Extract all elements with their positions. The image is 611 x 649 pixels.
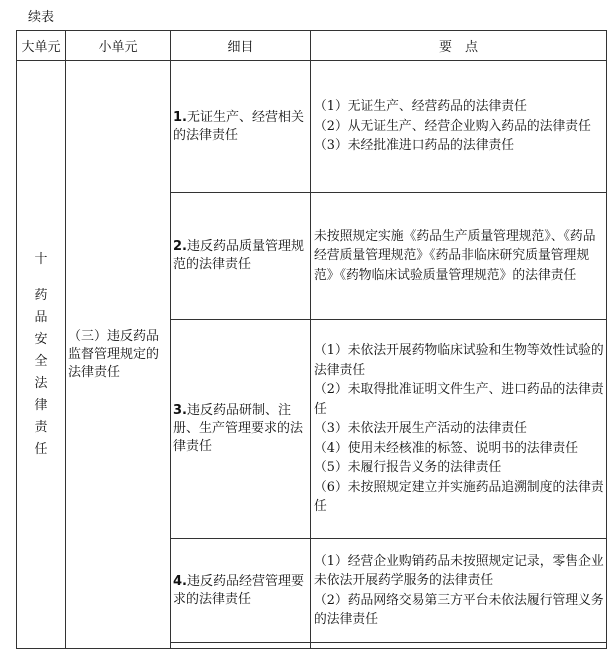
- detail-cell: [171, 320, 311, 539]
- continued-label: 续表: [28, 10, 55, 25]
- detail-number: 2.: [173, 239, 187, 254]
- point-line: （3）未依法开展生产活动的法律责任: [314, 421, 527, 437]
- point-line: （3）未经批准进口药品的法律责任: [314, 138, 515, 154]
- point-line: （1）无证生产、经营药品的法律责任: [314, 99, 527, 115]
- big-unit-char: 品: [34, 309, 48, 325]
- point-line: （2）未取得批准证明文件生产、进口药品的法律责任: [314, 382, 604, 417]
- points-cell-partial: [311, 643, 607, 649]
- header-subunit: 小单元: [66, 31, 171, 61]
- detail-text: 违反药品经营管理要求的法律责任: [173, 573, 304, 607]
- big-unit-char: 全: [34, 353, 48, 369]
- big-unit-char: 律: [34, 397, 48, 413]
- detail-number: 4.: [173, 573, 187, 589]
- detail-cell: [171, 193, 311, 320]
- detail-cell: [171, 61, 311, 193]
- detail-text: 违反药品质量管理规范的法律责任: [173, 239, 304, 272]
- table-row: [17, 61, 607, 193]
- point-line: （4）使用未经核准的标签、说明书的法律责任: [314, 440, 579, 456]
- big-unit-char: 法: [34, 375, 48, 391]
- detail-number: 3.: [173, 403, 187, 418]
- point-line: （6）未按照规定建立并实施药品追溯制度的法律责任: [314, 479, 604, 515]
- points-cell: [311, 193, 607, 320]
- header-points: 要 点: [311, 31, 607, 61]
- point-line: （1）经营企业购销药品未按照规定记录，零售企业未依法开展药学服务的法律责任: [314, 553, 604, 588]
- sub-unit-cell: [66, 61, 171, 649]
- header-unit: 大单元: [17, 31, 66, 61]
- content-table: [16, 30, 607, 649]
- big-unit-char: 安: [34, 331, 48, 347]
- header-detail: 细目: [171, 31, 311, 61]
- point-line: 未按照规定实施《药品生产质量管理规范》、《药品经营质量管理规范》《药品非临床研究质量管理规范》《药物临床试验质量管理规范》的法律责任: [314, 228, 596, 283]
- detail-cell-partial: [171, 643, 311, 649]
- big-unit-char: 药: [34, 287, 48, 303]
- sub-unit-text: （三）违反药品监督管理规定的法律责任: [68, 328, 160, 380]
- points-cell: [311, 320, 607, 539]
- big-unit-cell: [17, 61, 66, 649]
- detail-number: 1.: [173, 109, 187, 125]
- big-unit-char: 责: [34, 419, 48, 435]
- detail-cell: [171, 539, 311, 643]
- point-line: （2）药品网络交易第三方平台未依法履行管理义务的法律责任: [314, 592, 604, 627]
- points-cell: [311, 539, 607, 643]
- point-line: （1）未依法开展药物临床试验和生物等效性试验的法律责任: [314, 343, 604, 378]
- point-line: （2）从无证生产、经营企业购入药品的法律责任: [314, 118, 591, 134]
- detail-text: 无证生产、经营相关的法律责任: [173, 109, 304, 143]
- point-line: （5）未履行报告义务的法律责任: [314, 460, 502, 476]
- big-unit-char: 任: [34, 441, 48, 457]
- header-row: [17, 31, 607, 61]
- detail-text: 违反药品研制、注册、生产管理要求的法律责任: [173, 403, 304, 454]
- big-unit-number: 十: [34, 251, 48, 267]
- points-cell: [311, 61, 607, 193]
